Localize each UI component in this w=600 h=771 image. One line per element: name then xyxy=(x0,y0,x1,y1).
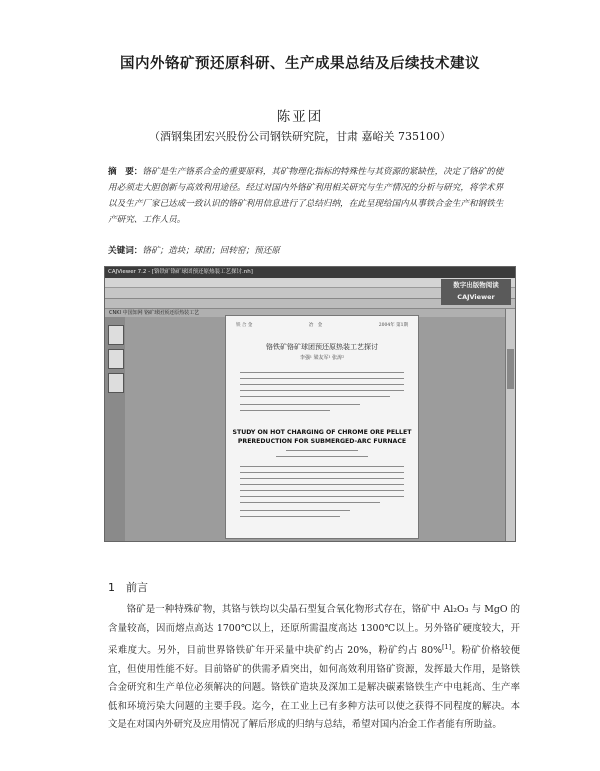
figure-en-title xyxy=(226,428,418,446)
figure-thumbnail-panel xyxy=(105,317,125,541)
section-heading: 1 前言 xyxy=(108,581,148,594)
figure-window-title: CAJViewer 7.2 - [铬铁矿铬矿球团预还原热装工艺探讨.nh] xyxy=(105,267,515,278)
figure-cn-authors: 李强¹ 梁友军¹ 张涛² xyxy=(299,355,345,361)
figure-text-line xyxy=(240,396,390,397)
figure-text-line xyxy=(240,472,404,473)
figure-page-header-mid: 冶 金 xyxy=(308,323,323,328)
figure-page-header-left: 铁 合 金 xyxy=(236,323,253,328)
figure-document-page xyxy=(225,315,419,539)
body-text-part-1: 铬矿是一种特殊矿物，其铬与铁均以尖晶石型复合氧化物形式存在，铬矿中 Al₂O₃ 与 MgO 的含量较高，因而熔点高达 1700℃以上，还原所需温度高达 1300℃以上。另外铬矿硬度较大，开采难度大。另外，目前世界铬铁矿年开采量中块矿约占 20%，粉矿约占 80% xyxy=(108,604,520,657)
abstract xyxy=(108,164,504,228)
figure-thumbnail xyxy=(108,325,124,345)
paper-affiliation: （酒钢集团宏兴股份公司钢铁研究院，甘肃 嘉峪关 735100） xyxy=(149,130,451,143)
figure-en-title-line-2: PREREDUCTION FOR SUBMERGED-ARC FURNACE xyxy=(237,438,407,445)
figure-text-line xyxy=(240,410,330,411)
paper-title: 国内外铬矿预还原科研、生产成果总结及后续技术建议 xyxy=(120,56,480,72)
body-text-part-2: 。粉矿价格较便宜，但使用性能不好。目前铬矿的供需矛盾突出，如何高效利用铬矿资源，发挥最大作用，是铬铁合金研究和生产单位必须解决的问题。铬铁矿造块及深加工是解决碳素铬铁生产中电耗高、生产率低和环境污染大问题的主要手段。迄今，在工业上已有多种方法可以使之获得不同程度的解决。本文是在对国内外研究及应用情况了解后形成的归纳与总结，希望对国内冶金工作者能有所助益。 xyxy=(108,645,520,731)
figure-text-line xyxy=(240,384,404,385)
figure-text-line xyxy=(240,372,404,373)
figure-en-title-line-1: STUDY ON HOT CHARGING OF CHROME ORE PELLET xyxy=(232,429,412,436)
figure-page-header xyxy=(236,322,408,328)
figure-text-line xyxy=(240,516,340,517)
figure-scrollbar-thumb xyxy=(507,349,514,389)
figure-text-line xyxy=(240,390,404,391)
keywords-text: 铬矿；造块；球团；回转窑；预还原 xyxy=(142,246,280,256)
figure-text-line xyxy=(240,466,404,467)
figure-nav-bar: CNKI 中国知网 铬矿球团预还原热装工艺 xyxy=(105,309,515,317)
figure-brand-line-1: 数字出版物阅读 xyxy=(453,281,499,289)
figure-text-line xyxy=(240,496,404,497)
figure-brand-line-2: CAJViewer xyxy=(457,293,495,301)
figure-text-line xyxy=(240,510,350,511)
figure-text-line xyxy=(240,378,404,379)
abstract-text: 铬矿是生产铬系合金的重要原料，其矿物理化指标的特殊性与其资源的紧缺性，决定了铬矿的使用必须走大胆创新与高效利用途径。经过对国内外铬矿利用相关研究与生产情况的分析与研究，将学术界以及生产厂家已达成一致认识的铬矿利用信息进行了总结归纳，在此呈现给国内从事铁合金生产和钢铁生产研究、工作人员。 xyxy=(108,167,504,225)
figure-cn-title: 铬铁矿铬矿球团预还原热装工艺探讨 xyxy=(266,343,378,351)
paper-author: 陈亚团 xyxy=(276,109,324,125)
figure-thumbnail xyxy=(108,373,124,393)
embedded-screenshot-figure xyxy=(104,266,516,542)
figure-text-line xyxy=(240,484,404,485)
abstract-label: 摘 要： xyxy=(108,167,143,177)
figure-text-line xyxy=(240,490,404,491)
body-citation: [1] xyxy=(441,643,452,651)
body-paragraph xyxy=(108,601,520,735)
figure-text-line xyxy=(286,450,358,451)
figure-brand-logo xyxy=(441,279,511,305)
figure-text-line xyxy=(240,404,360,405)
keywords-label: 关键词： xyxy=(108,246,143,256)
keywords xyxy=(108,244,504,256)
figure-page-header-right: 2004年 第1期 xyxy=(378,323,408,328)
figure-scrollbar xyxy=(505,309,515,541)
figure-text-line xyxy=(240,478,404,479)
figure-text-line xyxy=(276,456,368,457)
figure-thumbnail xyxy=(108,349,124,369)
figure-text-line xyxy=(240,502,380,503)
